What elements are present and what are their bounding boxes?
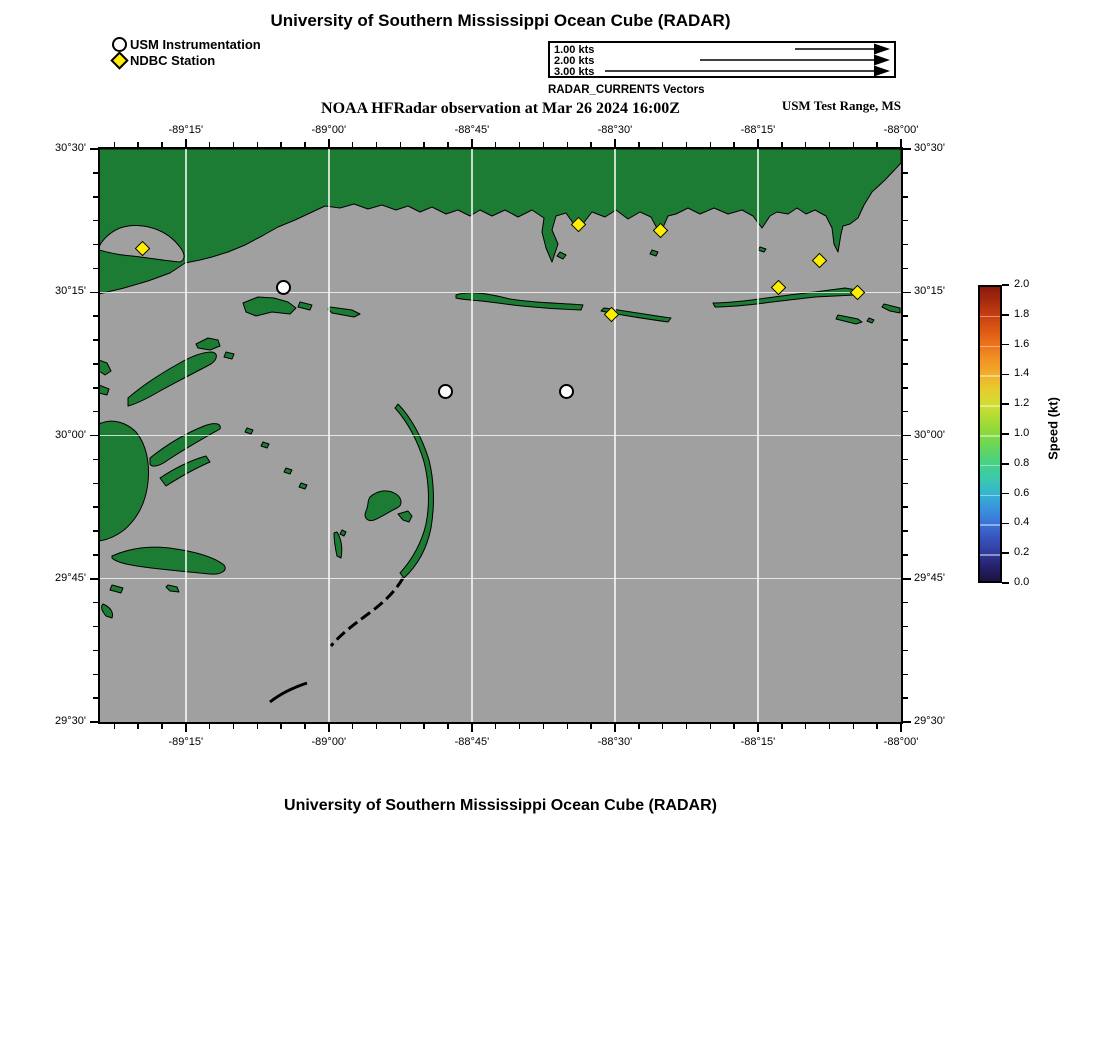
lon-tick-top [233,142,235,147]
lon-tick-top [710,142,712,147]
lat-tick-right [903,578,911,580]
lat-tick-right [903,411,908,413]
lon-tick-top [209,142,211,147]
lon-tick-bottom [662,724,664,729]
test-range-label: USM Test Range, MS [781,98,901,113]
legend-item-usm [112,36,261,52]
lon-tick-top [257,142,259,147]
lon-tick-bottom [161,724,163,729]
colorbar-grid-line [980,346,1000,348]
ndbc-diamond-icon [110,51,128,69]
lon-tick-top [304,142,306,147]
lon-tick-top [185,139,187,147]
lon-tick-bottom [280,724,282,729]
colorbar-tick [1002,523,1009,525]
legend-item-ndbc [112,52,261,68]
usm-circle-icon [112,37,127,52]
lon-tick-bottom [233,724,235,729]
lon-label-bottom: -88°45' [454,736,490,748]
lon-tick-bottom [757,724,759,732]
lon-tick-bottom [710,724,712,729]
lon-tick-top [590,142,592,147]
lon-tick-bottom [257,724,259,729]
lon-tick-bottom [567,724,569,729]
lat-tick-left [93,339,98,341]
lat-tick-left [93,650,98,652]
colorbar-title: Speed (kt) [1045,397,1061,460]
lon-tick-top [447,142,449,147]
colorbar-tick-label: 0.2 [1014,546,1030,559]
lon-tick-bottom [829,724,831,729]
lon-tick-bottom [805,724,807,729]
lat-tick-right [903,196,908,198]
lon-label-top: -88°45' [454,124,490,136]
lon-tick-top [900,139,902,147]
lat-tick-right [903,650,908,652]
lon-tick-top [376,142,378,147]
lon-tick-top [114,142,116,147]
colorbar-grid-line [980,316,1000,318]
lon-tick-bottom [686,724,688,729]
legend-usm-label: USM Instrumentation [130,36,261,52]
lat-tick-left [93,172,98,174]
colorbar-tick-label: 2.0 [1014,278,1030,290]
lon-tick-top [567,142,569,147]
footer-title: University of Southern Mississippi Ocean Cube (RADAR) [284,797,717,814]
colorbar-tick [1002,552,1009,554]
lat-tick-left [93,411,98,413]
lon-tick-top [638,142,640,147]
colorbar-tick [1002,344,1009,346]
lat-tick-right [903,315,908,317]
colorbar-grid-line [980,435,1000,437]
lon-tick-bottom [400,724,402,729]
vector-scale-row-label: 3.00 kts [554,66,595,78]
lon-tick-top [543,142,545,147]
usm-instrumentation-marker [438,384,453,399]
lat-tick-right [903,674,908,676]
lat-label-left: 30°00' [55,428,86,441]
lon-label-top: -88°15' [740,124,776,136]
lon-tick-bottom [519,724,521,729]
lon-tick-bottom [590,724,592,729]
lon-tick-top [423,142,425,147]
lon-tick-bottom [876,724,878,729]
lon-tick-bottom [781,724,783,729]
page-title: University of Southern Mississippi Ocean Cube (RADAR) [270,11,731,30]
marker-legend [112,36,261,68]
lat-tick-right [903,697,908,699]
lat-tick-right [903,506,908,508]
lon-tick-bottom [328,724,330,732]
colorbar-tick [1002,582,1009,584]
lat-label-left: 30°15' [55,285,86,298]
lat-tick-left [93,315,98,317]
colorbar-tick [1002,493,1009,495]
lat-label-right: 30°00' [914,428,945,441]
lat-tick-left [93,506,98,508]
lat-tick-right [903,459,908,461]
lon-tick-top [400,142,402,147]
colorbar-grid-line [980,405,1000,407]
lat-label-right: 29°30' [914,715,945,727]
lon-tick-bottom [471,724,473,732]
lat-tick-right [903,554,908,556]
lat-label-left: 29°30' [55,715,86,727]
lat-tick-left [90,292,98,294]
colorbar-tick [1002,403,1009,405]
lon-tick-bottom [614,724,616,732]
lon-label-bottom: -88°00' [883,736,919,748]
vector-scale-caption: RADAR_CURRENTS Vectors [548,84,705,96]
lon-label-top: -88°30' [597,124,633,136]
colorbar-tick-label: 1.8 [1014,307,1030,320]
lon-tick-bottom [114,724,116,729]
usm-instrumentation-marker [276,280,291,295]
lat-tick-left [93,674,98,676]
lat-label-right: 30°30' [914,142,945,154]
lon-label-top: -88°00' [883,124,919,136]
colorbar-tick-label: 1.2 [1014,397,1030,410]
colorbar-tick-label: 0.8 [1014,456,1030,469]
colorbar-tick-label: 1.6 [1014,337,1030,350]
lon-tick-top [137,142,139,147]
lat-tick-right [903,220,908,222]
lat-tick-right [903,626,908,628]
lon-tick-top [805,142,807,147]
lon-tick-top [471,139,473,147]
lon-label-top: -89°15' [168,124,204,136]
lat-label-left: 30°30' [55,142,86,154]
lat-tick-right [903,339,908,341]
lat-tick-right [903,721,911,723]
lon-tick-top [328,139,330,147]
colorbar-tick [1002,463,1009,465]
lat-tick-right [903,602,908,604]
lon-tick-bottom [447,724,449,729]
map-area [98,147,903,724]
colorbar-tick-label: 0.6 [1014,486,1030,499]
colorbar-tick [1002,433,1009,435]
lon-tick-top [876,142,878,147]
lon-tick-top [757,139,759,147]
lat-tick-left [93,554,98,556]
lon-tick-top [495,142,497,147]
lon-tick-bottom [304,724,306,729]
lon-tick-bottom [900,724,902,732]
lat-tick-left [93,626,98,628]
lon-tick-top [733,142,735,147]
lon-tick-bottom [352,724,354,729]
lon-tick-top [614,139,616,147]
lat-tick-left [93,363,98,365]
observation-subtitle: NOAA HFRadar observation at Mar 26 2024 16:00Z [321,100,680,117]
lat-label-right: 29°45' [914,571,945,584]
lon-tick-bottom [423,724,425,729]
lat-tick-right [903,172,908,174]
legend-ndbc-label: NDBC Station [130,52,216,68]
lon-tick-bottom [495,724,497,729]
colorbar-grid-line [980,375,1000,377]
lon-tick-top [686,142,688,147]
lat-tick-right [903,530,908,532]
lat-tick-left [93,387,98,389]
lat-tick-left [93,530,98,532]
lat-tick-left [90,578,98,580]
colorbar-tick-label: 1.4 [1014,367,1030,380]
lon-tick-bottom [376,724,378,729]
lon-tick-top [280,142,282,147]
lat-label-right: 30°15' [914,285,945,298]
lon-tick-bottom [185,724,187,732]
lat-tick-right [903,268,908,270]
colorbar-grid-line [980,465,1000,467]
lon-label-bottom: -88°30' [597,736,633,748]
lon-tick-top [853,142,855,147]
lon-tick-bottom [209,724,211,729]
vector-scale-box [548,41,896,78]
speed-colorbar [978,285,1002,583]
lat-tick-right [903,483,908,485]
lat-tick-left [93,602,98,604]
colorbar-tick-label: 0.4 [1014,516,1030,529]
vector-scale-row-label: 2.00 kts [554,55,595,67]
lon-tick-top [829,142,831,147]
lon-tick-bottom [853,724,855,729]
lon-tick-top [161,142,163,147]
lat-tick-left [93,459,98,461]
lon-tick-bottom [638,724,640,729]
lon-label-bottom: -89°00' [311,736,347,748]
lat-tick-left [93,196,98,198]
vector-scale-arrows [550,43,894,76]
lat-tick-right [903,363,908,365]
lat-tick-left [93,697,98,699]
lon-tick-bottom [543,724,545,729]
colorbar-grid-line [980,495,1000,497]
colorbar-tick-label: 1.0 [1014,427,1030,439]
lon-label-bottom: -89°15' [168,736,204,748]
colorbar-tick [1002,284,1009,286]
lat-tick-left [93,244,98,246]
lat-gridline [100,578,901,579]
lat-tick-right [903,244,908,246]
lat-tick-left [93,220,98,222]
lat-tick-right [903,435,911,437]
lon-tick-top [352,142,354,147]
lon-label-bottom: -88°15' [740,736,776,748]
lon-label-top: -89°00' [311,124,347,136]
lat-tick-left [90,721,98,723]
lon-tick-top [781,142,783,147]
lon-tick-top [519,142,521,147]
lat-tick-right [903,148,911,150]
lat-tick-right [903,292,911,294]
lon-tick-bottom [733,724,735,729]
vector-scale-row-label: 1.00 kts [554,44,595,56]
lat-tick-right [903,387,908,389]
colorbar-tick-label: 0.0 [1014,576,1030,588]
lon-tick-bottom [137,724,139,729]
lat-gridline [100,435,901,436]
colorbar-grid-line [980,554,1000,556]
lat-tick-left [93,268,98,270]
lat-tick-left [90,148,98,150]
colorbar-tick [1002,314,1009,316]
lat-label-left: 29°45' [55,571,86,584]
lon-tick-top [662,142,664,147]
colorbar-grid-line [980,524,1000,526]
lat-tick-left [93,483,98,485]
colorbar-tick [1002,374,1009,376]
lat-tick-left [90,435,98,437]
